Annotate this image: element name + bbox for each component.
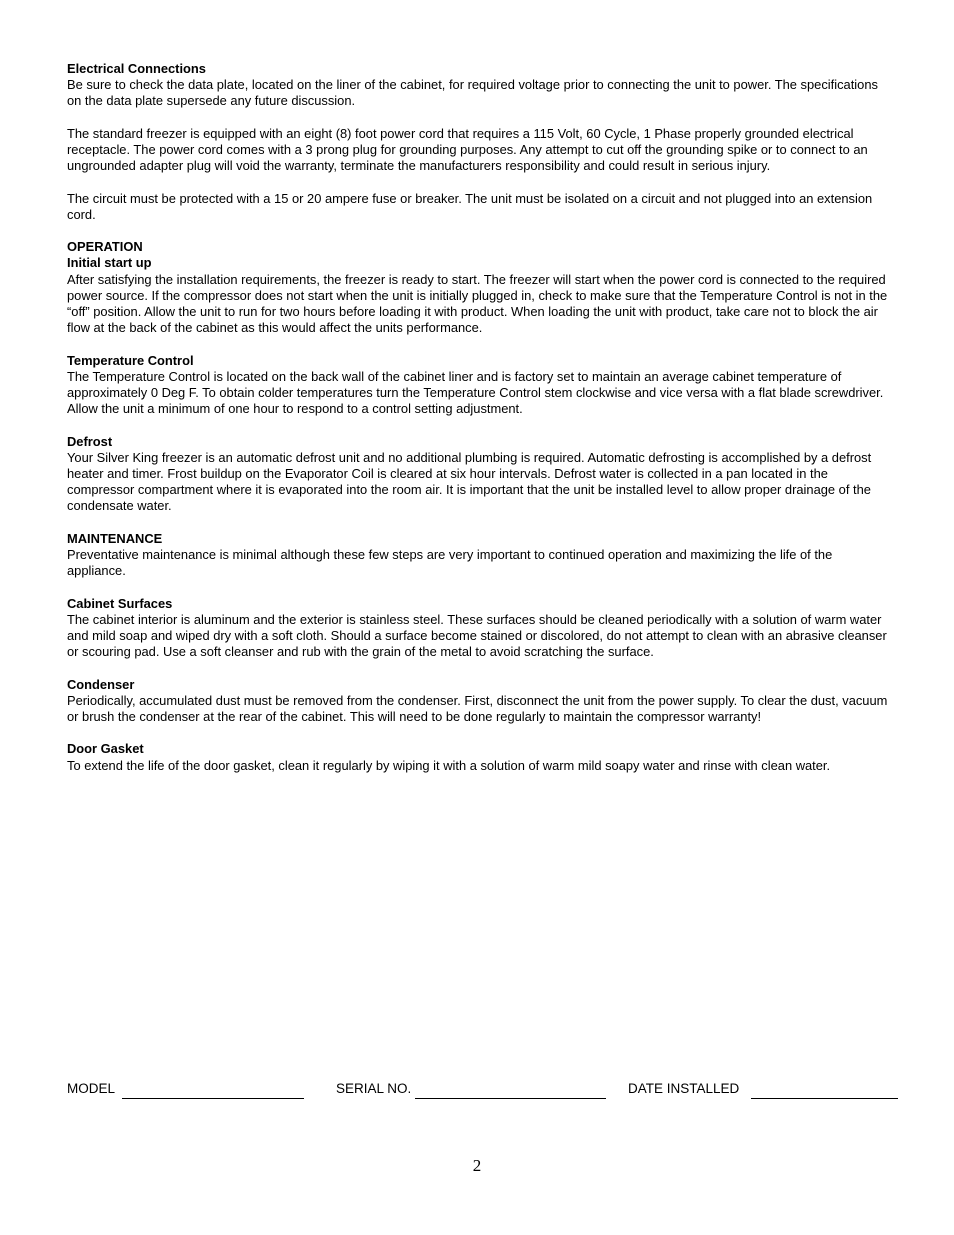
paragraph-condenser: Periodically, accumulated dust must be removed from the condenser. First, disconnect the unit from the power supply. To clear the dust, vacuum or brush the condenser at the rear of the cabinet. This will need to be done regularly to maintain the compressor warranty! [67,692,888,724]
section-heading-cabinet-surfaces: Cabinet Surfaces [67,595,173,611]
paragraph-temperature-control: The Temperature Control is located on the back wall of the cabinet liner and is factory set to maintain an average cabinet temperature of approximately 0 Deg F. To obtain colder temperatures turn the Temperature Control stem clockwise and vice versa with a flat blade screwdriver. Allow the unit a minimum of one hour to respond to a control setting adjustment. [67,368,884,417]
model-label: MODEL [67,1081,116,1096]
paragraph-electrical-1: Be sure to check the data plate, located on the liner of the cabinet, for required voltage prior to connecting the unit to power. The specifications on the data plate supersede any future discussion. [67,77,878,109]
date-installed-field [628,1081,739,1096]
paragraph-defrost: Your Silver King freezer is an automatic defrost unit and no additional plumbing is required. Automatic defrosting is accomplished by a defrost heater and timer. Frost buildup on the Evaporator Coil is cleared at six hour intervals. Defrost water is collected in a pan located in the compressor compartment where it is evaporated into the room air. It is important that the unit be installed level to allow proper drainage of the condensate water. [67,449,872,514]
date-installed-blank-line[interactable] [751,1098,898,1099]
document-body [67,61,891,774]
section-heading-maintenance: MAINTENANCE [67,530,163,546]
paragraph-door-gasket: To extend the life of the door gasket, clean it regularly by wiping it with a solution of warm mild soapy water and rinse with clean water. [67,757,831,773]
paragraph-maintenance: Preventative maintenance is minimal although these few steps are very important to continued operation and maximizing the life of the appliance. [67,547,833,579]
serial-blank-line[interactable] [415,1098,606,1099]
section-heading-defrost: Defrost [67,433,113,449]
registration-form [67,1081,898,1101]
model-blank-line[interactable] [122,1098,304,1099]
page-number: 2 [472,1156,482,1175]
subheading-initial-start-up: Initial start up [67,255,152,271]
paragraph-electrical-2: The standard freezer is equipped with an eight (8) foot power cord that requires a 115 Volt, 60 Cycle, 1 Phase properly grounded electrical receptacle. The power cord comes with a 3 prong plug for grounding purposes. Any attempt to cut off the grounding spike or to connect to an ungrounded adapter plug will void the warranty, terminate the manufacturers responsibility and could result in serious injury. [67,125,868,174]
section-heading-temperature-control: Temperature Control [67,352,194,368]
section-heading-electrical: Electrical Connections [67,61,206,76]
serial-label: SERIAL NO. [336,1081,412,1096]
section-heading-operation: OPERATION [67,239,143,255]
paragraph-operation: After satisfying the installation requirements, the freezer is ready to start. The freezer will start when the power cord is connected to the required power source. If the compressor does not start when the unit is initially plugged in, check to make sure that the Temperature Control is not in the “off” position. Allow the unit to run for two hours before loading it with product. When loading the unit with product, take care not to block the air flow at the back of the cabinet as this would affect the units performance. [67,271,888,336]
date-installed-label: DATE INSTALLED [628,1081,740,1096]
section-heading-door-gasket: Door Gasket [67,741,144,757]
section-heading-condenser: Condenser [67,676,135,692]
paragraph-electrical-3: The circuit must be protected with a 15 or 20 ampere fuse or breaker. The unit must be isolated on a circuit and not plugged into an extension cord. [67,190,873,222]
serial-field [336,1081,411,1096]
model-field [67,1081,115,1096]
paragraph-cabinet-surfaces: The cabinet interior is aluminum and the exterior is stainless steel. These surfaces should be cleaned periodically with a solution of warm water and mild soap and wiped dry with a soft cloth. Should a surface become stained or discolored, do not attempt to clean with an abrasive cleanser or scouring pad. Use a soft cleanser and rub with the grain of the metal to avoid scratching the surface. [67,611,887,660]
